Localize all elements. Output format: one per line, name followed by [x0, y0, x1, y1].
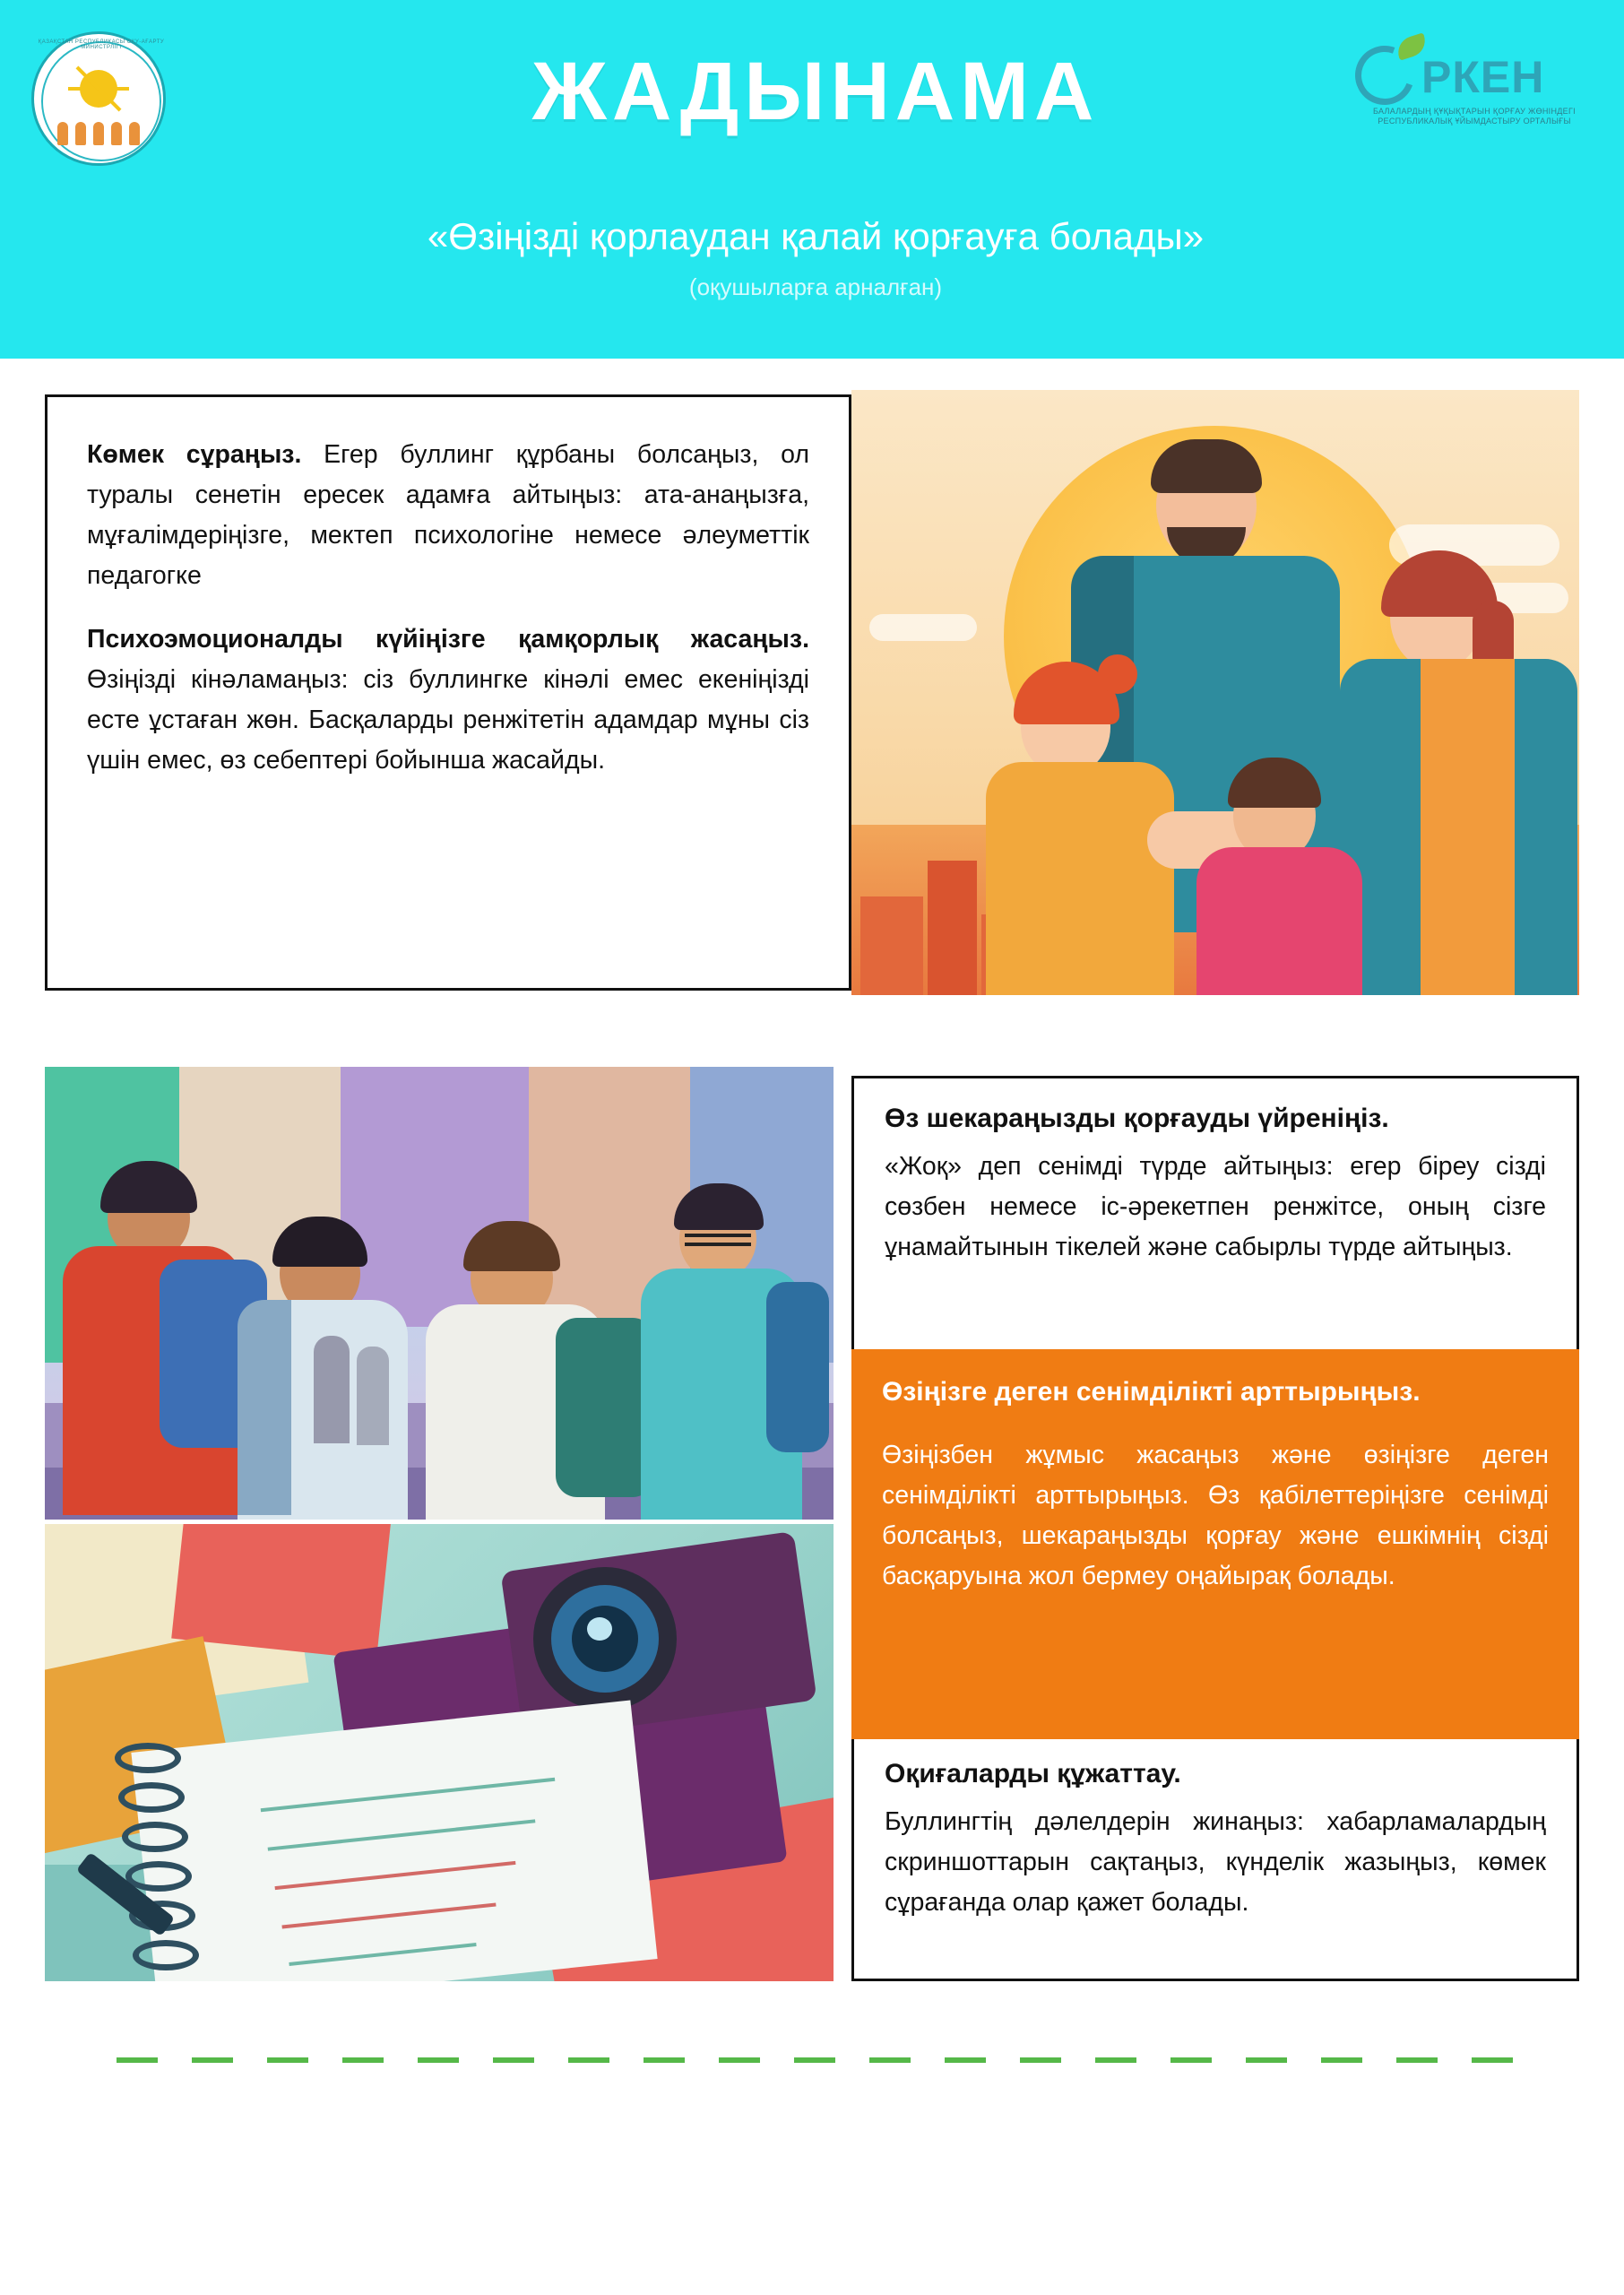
- page-audience-note: (оқушыларға арналған): [688, 273, 943, 300]
- psycho-care-paragraph: [87, 619, 809, 781]
- ask-help-text: Егер буллинг құрбаны болсаңыз, ол туралы сенетін ересек адамға айтыңыз: ата-анаңызға, мұғалімдеріңізге, мектеп психологіне немесе әлеуметтік педагогке: [87, 440, 809, 591]
- boundaries-text: «Жоқ» деп сенімді түрде айтыңыз: егер біреу сізді сөзбен немесе іс-әрекетпен ренжітсе, оның сізге ұнамайтынын тікелей және сабырлы түрде айтыңыз.: [885, 1152, 1546, 1262]
- confidence-heading: Өзіңізге деген сенімділікті арттырыңыз.: [882, 1377, 1421, 1407]
- poster-header: [0, 0, 1624, 359]
- boundaries-heading: Өз шекараңызды қорғауды үйреніңіз.: [885, 1104, 1389, 1133]
- document-heading: Оқиғаларды құжаттау.: [885, 1759, 1181, 1788]
- ask-help-lead: Көмек сұраңыз.: [87, 440, 302, 469]
- psycho-care-lead: Психоэмоционалды күйіңізге қамқорлық жасаңыз.: [87, 625, 809, 654]
- footer-dashed-rule: [117, 2057, 1515, 2063]
- document-block: [851, 1739, 1579, 1981]
- orken-wordmark: РКЕН: [1421, 52, 1545, 102]
- family-illustration: [851, 390, 1579, 995]
- page-title: ЖАДЫНАМА: [531, 46, 1100, 137]
- confidence-text: Өзіңізбен жұмыс жасаңыз және өзіңізге деген сенімділікті арттырыңыз. Өз қабілеттеріңізге сенімді болсаңыз, шекараңызды қорғау және ешкімнің сізді басқаруына жол бермеу оңайырақ болады.: [882, 1440, 1549, 1590]
- ask-help-paragraph: [87, 435, 809, 596]
- boundaries-block: [851, 1076, 1579, 1349]
- ministry-emblem-icon: [31, 31, 166, 166]
- page-subtitle: «Өзіңізді қорлаудан қалай қорғауға болады»: [427, 215, 1205, 257]
- sun-icon: [80, 70, 117, 108]
- document-text: Буллингтің дәлелдерін жинаңыз: хабарламалардың скриншоттарын сақтаңыз, күнделік жазыңыз, көмек сұрағанда олар қажет болады.: [885, 1807, 1546, 1918]
- students-illustration: [45, 1067, 834, 1520]
- emblem-caption: ҚАЗАҚСТАН РЕСПУБЛИКАСЫ ОҚУ-АҒАРТУ МИНИСТРЛІГІ: [38, 39, 165, 50]
- ask-help-block: [45, 394, 851, 991]
- psycho-care-text: Өзіңізді кінәламаңыз: сіз буллингке кінәлі емес екеніңізді есте ұстаған жөн. Басқаларды ренжітетін адамдар мұны сіз үшін емес, өз себептері бойынша жасайды.: [87, 665, 809, 775]
- orken-subtitle: БАЛАЛАРДЫҢ ҚҰҚЫҚТАРЫН ҚОРҒАУ ЖӨНІНДЕГІ РЕСПУБЛИКАЛЫҚ ҰЙЫМДАСТЫРУ ОРТАЛЫҒЫ: [1373, 107, 1576, 126]
- desk-illustration: [45, 1524, 834, 1981]
- confidence-block: [851, 1349, 1579, 1739]
- people-icon: [57, 117, 140, 145]
- orken-logo: [1355, 40, 1588, 148]
